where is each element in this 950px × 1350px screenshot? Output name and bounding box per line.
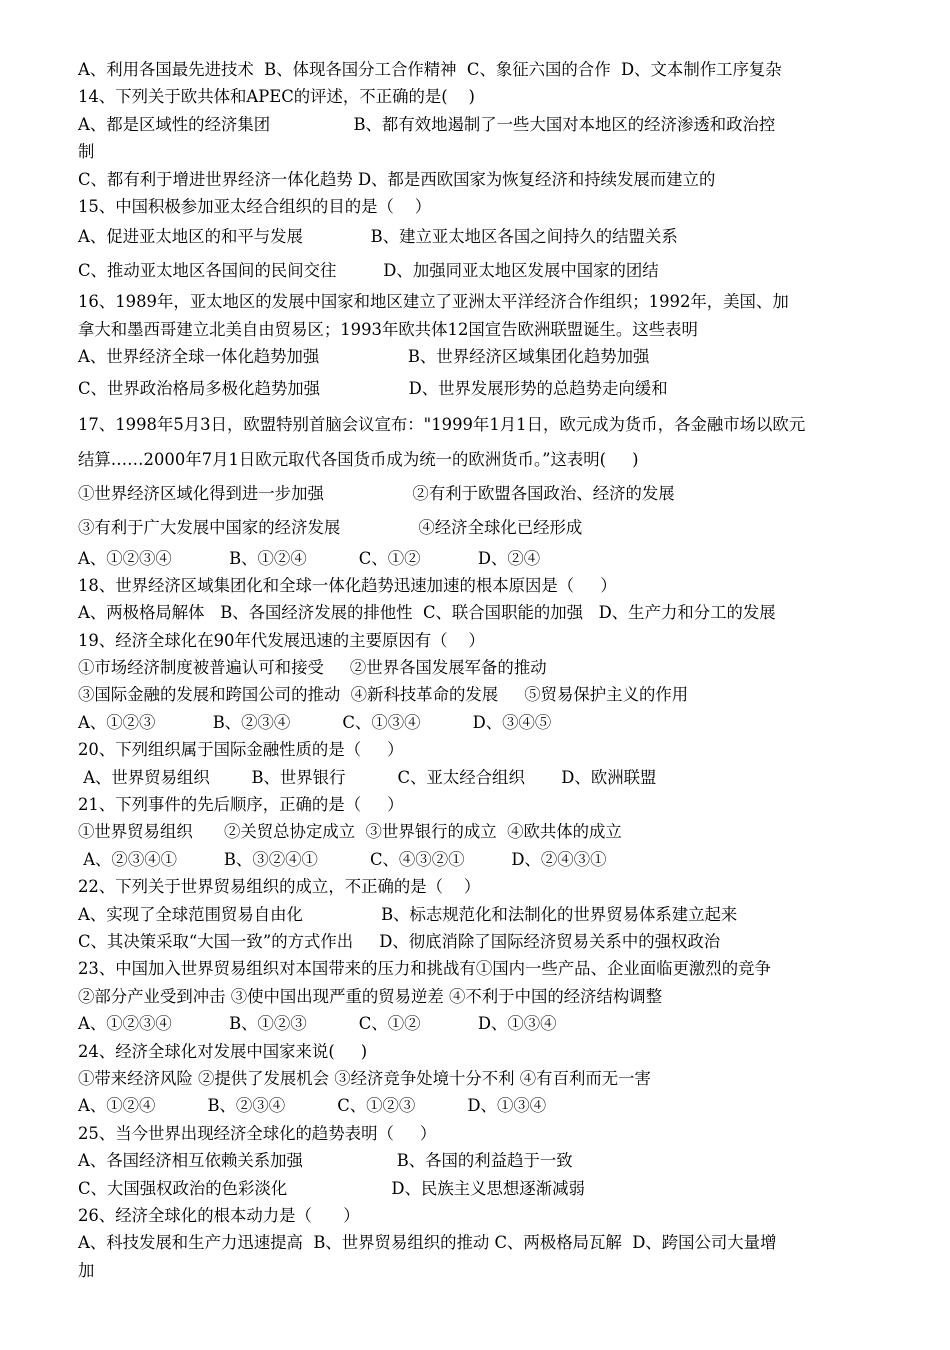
q25-options-ab: A、各国经济相互依赖关系加强 B、各国的利益趋于一致: [78, 1151, 573, 1171]
q14-options-ab: A、都是区域性的经济集团 B、都有效地遏制了一些大国对本地区的经济渗透和政治控: [78, 114, 776, 134]
exam-page: [78, 56, 878, 1284]
q16-stem: 16、1989年，亚太地区的发展中国家和地区建立了亚洲太平洋经济合作组织；1992年，美国、加: [78, 292, 789, 312]
q21-statements: ①世界贸易组织 ②关贸总协定成立 ③世界银行的成立 ④欧共体的成立: [78, 822, 622, 842]
q23-options: A、①②③④ B、①②③ C、①② D、①③④: [78, 1014, 557, 1034]
q14-options-ab-cont: 制: [78, 142, 95, 162]
q14-stem: 14、下列关于欧共体和APEC的评述，不正确的是( ): [78, 87, 475, 107]
q22-options-cd: C、其决策采取“大国一致”的方式作出 D、彻底消除了国际经济贸易关系中的强权政治: [78, 931, 721, 951]
q17-stem: 17、1998年5月3日，欧盟特别首脑会议宣布："1999年1月1日，欧元成为货币，各金融市场以欧元: [78, 414, 806, 434]
q26-options: A、科技发展和生产力迅速提高 B、世界贸易组织的推动 C、两极格局瓦解 D、跨国公司大量增: [78, 1233, 777, 1253]
q19-stem: 19、经济全球化在90年代发展迅速的主要原因有（ ）: [78, 630, 485, 650]
q20-stem: 20、下列组织属于国际金融性质的是（ ）: [78, 740, 404, 760]
q25-options-cd: C、大国强权政治的色彩淡化 D、民族主义思想逐渐减弱: [78, 1178, 585, 1198]
q17-options: A、①②③④ B、①②④ C、①② D、②④: [78, 548, 541, 568]
q17-statements-12: ①世界经济区域化得到进一步加强 ②有利于欧盟各国政治、经济的发展: [78, 483, 675, 503]
q26-options-cont: 加: [78, 1260, 95, 1280]
q17-statements-34: ③有利于广大发展中国家的经济发展 ④经济全球化已经形成: [78, 517, 583, 537]
q16-options-cd: C、世界政治格局多极化趋势加强 D、世界发展形势的总趋势走向缓和: [78, 378, 668, 398]
q22-options-ab: A、实现了全球范围贸易自由化 B、标志规范化和法制化的世界贸易体系建立起来: [78, 904, 738, 924]
q19-statements-345: ③国际金融的发展和跨国公司的推动 ④新科技革命的发展 ⑤贸易保护主义的作用: [78, 685, 689, 705]
q24-stem: 24、经济全球化对发展中国家来说( ): [78, 1041, 368, 1061]
q18-stem: 18、世界经济区域集团化和全球一体化趋势迅速加速的根本原因是（ ）: [78, 575, 617, 595]
q14-options-cd: C、都有利于增进世界经济一体化趋势 D、都是西欧国家为恢复经济和持续发展而建立的: [78, 169, 716, 189]
q13-options: A、利用各国最先进技术 B、体现各国分工合作精神 C、象征六国的合作 D、文本制作工序复杂: [78, 60, 782, 79]
q15-options-cd: C、推动亚太地区各国间的民间交往 D、加强同亚太地区发展中国家的团结: [78, 261, 659, 281]
q16-stem-cont: 拿大和墨西哥建立北美自由贸易区；1993年欧共体12国宣告欧洲联盟诞生。这些表明: [78, 319, 698, 339]
q15-options-ab: A、促进亚太地区的和平与发展 B、建立亚太地区各国之间持久的结盟关系: [78, 227, 678, 247]
q21-options: A、②③④① B、③②④① C、④③②① D、②④③①: [78, 849, 607, 869]
q18-options: A、两极格局解体 B、各国经济发展的排他性 C、联合国职能的加强 D、生产力和分工的发展: [78, 603, 776, 623]
q21-stem: 21、下列事件的先后顺序，正确的是（ ）: [78, 795, 404, 815]
q19-options: A、①②③ B、②③④ C、①③④ D、③④⑤: [78, 712, 552, 732]
q15-stem: 15、中国积极参加亚太经合组织的目的是（ ）: [78, 196, 432, 216]
q17-stem-cont: 结算……2000年7月1日欧元取代各国货币成为统一的欧洲货币。”这表明( ): [78, 449, 639, 469]
q20-options: A、世界贸易组织 B、世界银行 C、亚太经合组织 D、欧洲联盟: [78, 767, 657, 787]
q25-stem: 25、当今世界出现经济全球化的趋势表明（ ）: [78, 1123, 437, 1143]
q24-options: A、①②④ B、②③④ C、①②③ D、①③④: [78, 1096, 547, 1116]
q23-statements: ②部分产业受到冲击 ③使中国出现严重的贸易逆差 ④不利于中国的经济结构调整: [78, 986, 663, 1006]
q24-statements: ①带来经济风险 ②提供了发展机会 ③经济竞争处境十分不利 ④有百利而无一害: [78, 1068, 651, 1088]
q26-stem: 26、经济全球化的根本动力是（ ）: [78, 1205, 360, 1225]
q23-stem: 23、中国加入世界贸易组织对本国带来的压力和挑战有①国内一些产品、企业面临更激烈的竞争: [78, 959, 771, 979]
q22-stem: 22、下列关于世界贸易组织的成立，不正确的是（ ）: [78, 877, 481, 897]
q19-statements-12: ①市场经济制度被普遍认可和接受 ②世界各国发展军备的推动: [78, 658, 547, 678]
q16-options-ab: A、世界经济全球一体化趋势加强 B、世界经济区域集团化趋势加强: [78, 347, 650, 367]
